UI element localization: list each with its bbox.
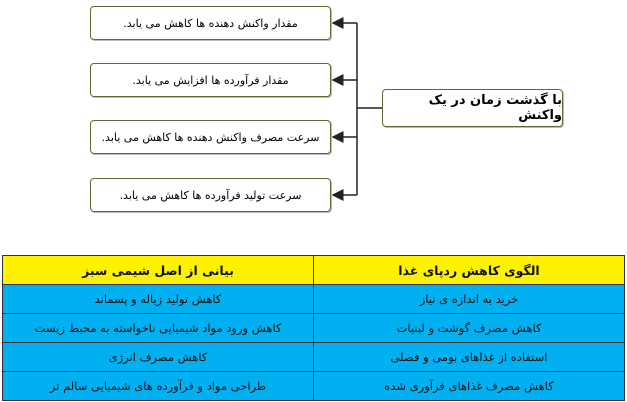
branch-box-1	[90, 6, 331, 40]
table-row	[3, 285, 625, 314]
table-header-row	[3, 256, 625, 285]
table-cell: کاهش ورود مواد شیمیایی ناخواسته به محیط زیست	[3, 314, 314, 343]
table-row	[3, 314, 625, 343]
table-cell: طراحی مواد و فرآورده های شیمیایی سالم تر	[3, 372, 314, 401]
branch-box-3	[90, 120, 331, 154]
branch-label-2: مقدار فرآورده ها افزایش می یابد.	[132, 73, 289, 87]
branch-box-2	[90, 63, 331, 97]
header-food-footprint: الگوی کاهش ردپای غذا	[314, 256, 625, 285]
branch-label-1: مقدار واکنش دهنده ها کاهش می یابد.	[123, 16, 298, 30]
table-row	[3, 343, 625, 372]
table-cell: خرید به اندازه ی نیاز	[314, 285, 625, 314]
table-cell: کاهش مصرف انرژی	[3, 343, 314, 372]
branch-label-3: سرعت مصرف واکنش دهنده ها کاهش می یابد.	[101, 130, 320, 144]
comparison-table	[2, 255, 625, 401]
table-cell: کاهش تولید زباله و پسماند	[3, 285, 314, 314]
table-row	[3, 372, 625, 401]
table-cell: کاهش مصرف غذاهای فرآوری شده	[314, 372, 625, 401]
branch-label-4: سرعت تولید فرآورده ها کاهش می یابد.	[119, 188, 302, 202]
table-cell: کاهش مصرف گوشت و لبنیات	[314, 314, 625, 343]
branch-box-4	[90, 178, 331, 212]
root-label: با گذشت زمان در یک واکنش	[428, 93, 562, 123]
table-cell: استفاده از غذاهای بومی و فصلی	[314, 343, 625, 372]
root-box	[382, 89, 563, 127]
header-green-chemistry: بیانی از اصل شیمی سبز	[3, 256, 314, 285]
